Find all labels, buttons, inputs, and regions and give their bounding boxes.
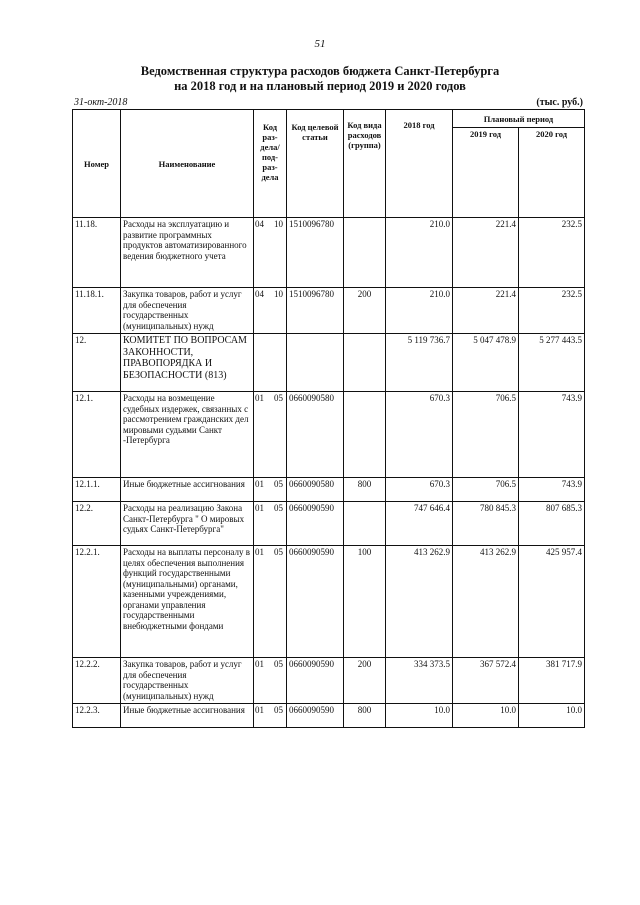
header-target: Код целевой статьи bbox=[287, 110, 344, 218]
cell-expense-type bbox=[344, 502, 386, 546]
section-code: 04 bbox=[255, 219, 264, 229]
cell-name: Расходы на реализацию Закона Санкт-Петербурга " О мировых судьях Санкт-Петербурга" bbox=[121, 502, 254, 546]
header-2019: 2019 год bbox=[453, 128, 519, 218]
cell-2019: 221.4 bbox=[453, 218, 519, 288]
cell-number: 12.2.1. bbox=[73, 546, 121, 658]
cell-section bbox=[254, 218, 287, 288]
subsection-code: 05 bbox=[274, 479, 283, 489]
cell-expense-type: 100 bbox=[344, 546, 386, 658]
table-row bbox=[73, 704, 585, 728]
cell-number: 12.2. bbox=[73, 502, 121, 546]
header-number: Номер bbox=[73, 110, 121, 218]
cell-2018: 10.0 bbox=[386, 704, 453, 728]
cell-name: Расходы на выплаты персоналу в целях обеспечения выполнения функций государственными (муниципальными) органами, казенными учреждениями, органами управления государственными внебюджетными фондами bbox=[121, 546, 254, 658]
cell-2018: 670.3 bbox=[386, 478, 453, 502]
cell-number: 11.18. bbox=[73, 218, 121, 288]
table-body bbox=[73, 218, 585, 728]
cell-section bbox=[254, 334, 287, 392]
cell-expense-type: 200 bbox=[344, 658, 386, 704]
cell-expense-type: 800 bbox=[344, 478, 386, 502]
cell-2018: 413 262.9 bbox=[386, 546, 453, 658]
subsection-code: 05 bbox=[274, 705, 283, 715]
cell-target: 0660090590 bbox=[287, 704, 344, 728]
cell-number: 12. bbox=[73, 334, 121, 392]
section-code: 01 bbox=[255, 705, 264, 715]
cell-section bbox=[254, 392, 287, 478]
subsection-code: 05 bbox=[274, 659, 283, 669]
table-row bbox=[73, 546, 585, 658]
cell-number: 11.18.1. bbox=[73, 288, 121, 334]
cell-section bbox=[254, 704, 287, 728]
cell-section bbox=[254, 502, 287, 546]
table-row bbox=[73, 478, 585, 502]
header-2020: 2020 год bbox=[519, 128, 585, 218]
cell-section bbox=[254, 658, 287, 704]
title-line-1: Ведомственная структура расходов бюджета Санкт-Петербурга bbox=[140, 64, 500, 78]
cell-section bbox=[254, 546, 287, 658]
cell-target: 0660090580 bbox=[287, 478, 344, 502]
cell-2020: 232.5 bbox=[519, 218, 585, 288]
cell-target: 1510096780 bbox=[287, 218, 344, 288]
header-2018: 2018 год bbox=[386, 110, 453, 218]
cell-2020: 425 957.4 bbox=[519, 546, 585, 658]
cell-2018: 5 119 736.7 bbox=[386, 334, 453, 392]
cell-number: 12.1. bbox=[73, 392, 121, 478]
cell-section bbox=[254, 478, 287, 502]
cell-number: 12.2.3. bbox=[73, 704, 121, 728]
header-plan-period: Плановый период bbox=[453, 110, 585, 128]
page-number: 51 bbox=[314, 38, 326, 50]
cell-number: 12.1.1. bbox=[73, 478, 121, 502]
table-row bbox=[73, 334, 585, 392]
cell-2019: 780 845.3 bbox=[453, 502, 519, 546]
cell-2019: 706.5 bbox=[453, 392, 519, 478]
cell-name: Иные бюджетные ассигнования bbox=[121, 704, 254, 728]
cell-name: Расходы на эксплуатацию и развитие программных продуктов автоматизированного ведения бюджетного учета bbox=[121, 218, 254, 288]
cell-2018: 670.3 bbox=[386, 392, 453, 478]
cell-2020: 232.5 bbox=[519, 288, 585, 334]
table-row bbox=[73, 288, 585, 334]
cell-expense-type: 800 bbox=[344, 704, 386, 728]
cell-2019: 10.0 bbox=[453, 704, 519, 728]
cell-2020: 743.9 bbox=[519, 478, 585, 502]
cell-target: 0660090590 bbox=[287, 658, 344, 704]
header-name: Наименование bbox=[121, 110, 254, 218]
subsection-code: 05 bbox=[274, 503, 283, 513]
cell-number: 12.2.2. bbox=[73, 658, 121, 704]
cell-name: Закупка товаров, работ и услуг для обеспечения государственных (муниципальных) нужд bbox=[121, 658, 254, 704]
section-code: 01 bbox=[255, 659, 264, 669]
cell-name: Закупка товаров, работ и услуг для обеспечения государственных (муниципальных) нужд bbox=[121, 288, 254, 334]
table-row bbox=[73, 218, 585, 288]
cell-name: Иные бюджетные ассигнования bbox=[121, 478, 254, 502]
document-title bbox=[40, 64, 600, 94]
cell-expense-type: 200 bbox=[344, 288, 386, 334]
cell-section bbox=[254, 288, 287, 334]
table-row bbox=[73, 658, 585, 704]
cell-2019: 706.5 bbox=[453, 478, 519, 502]
subsection-code: 05 bbox=[274, 393, 283, 403]
section-code: 01 bbox=[255, 479, 264, 489]
cell-2020: 381 717.9 bbox=[519, 658, 585, 704]
cell-name: Расходы на возмещение судебных издержек, связанных с рассмотрением гражданских дел мировыми судьями Санкт -Петербурга bbox=[121, 392, 254, 478]
header-section: Код раз-дела/ под-раз-дела bbox=[254, 110, 287, 218]
units-label: (тыс. руб.) bbox=[536, 97, 583, 108]
cell-2019: 221.4 bbox=[453, 288, 519, 334]
cell-2018: 210.0 bbox=[386, 288, 453, 334]
table-row bbox=[73, 392, 585, 478]
cell-2020: 743.9 bbox=[519, 392, 585, 478]
section-code: 04 bbox=[255, 289, 264, 299]
section-code: 01 bbox=[255, 547, 264, 557]
cell-target: 1510096780 bbox=[287, 288, 344, 334]
cell-2018: 747 646.4 bbox=[386, 502, 453, 546]
cell-target bbox=[287, 334, 344, 392]
cell-2020: 807 685.3 bbox=[519, 502, 585, 546]
cell-expense-type bbox=[344, 218, 386, 288]
section-code: 01 bbox=[255, 393, 264, 403]
cell-2020: 5 277 443.5 bbox=[519, 334, 585, 392]
cell-target: 0660090590 bbox=[287, 546, 344, 658]
cell-expense-type bbox=[344, 334, 386, 392]
cell-name: КОМИТЕТ ПО ВОПРОСАМ ЗАКОННОСТИ, ПРАВОПОРЯДКА И БЕЗОПАСНОСТИ (813) bbox=[121, 334, 254, 392]
subsection-code: 10 bbox=[274, 289, 283, 299]
subsection-code: 05 bbox=[274, 547, 283, 557]
cell-2020: 10.0 bbox=[519, 704, 585, 728]
cell-2019: 413 262.9 bbox=[453, 546, 519, 658]
cell-target: 0660090580 bbox=[287, 392, 344, 478]
document-date: 31-окт-2018 bbox=[74, 97, 128, 108]
cell-2019: 5 047 478.9 bbox=[453, 334, 519, 392]
section-code: 01 bbox=[255, 503, 264, 513]
subsection-code: 10 bbox=[274, 219, 283, 229]
cell-2018: 334 373.5 bbox=[386, 658, 453, 704]
header-expense-type: Код вида расходов (группа) bbox=[344, 110, 386, 218]
cell-2019: 367 572.4 bbox=[453, 658, 519, 704]
cell-2018: 210.0 bbox=[386, 218, 453, 288]
budget-table bbox=[72, 109, 585, 728]
cell-expense-type bbox=[344, 392, 386, 478]
cell-target: 0660090590 bbox=[287, 502, 344, 546]
table-row bbox=[73, 502, 585, 546]
title-line-2: на 2018 год и на плановый период 2019 и 2020 годов bbox=[174, 79, 466, 93]
